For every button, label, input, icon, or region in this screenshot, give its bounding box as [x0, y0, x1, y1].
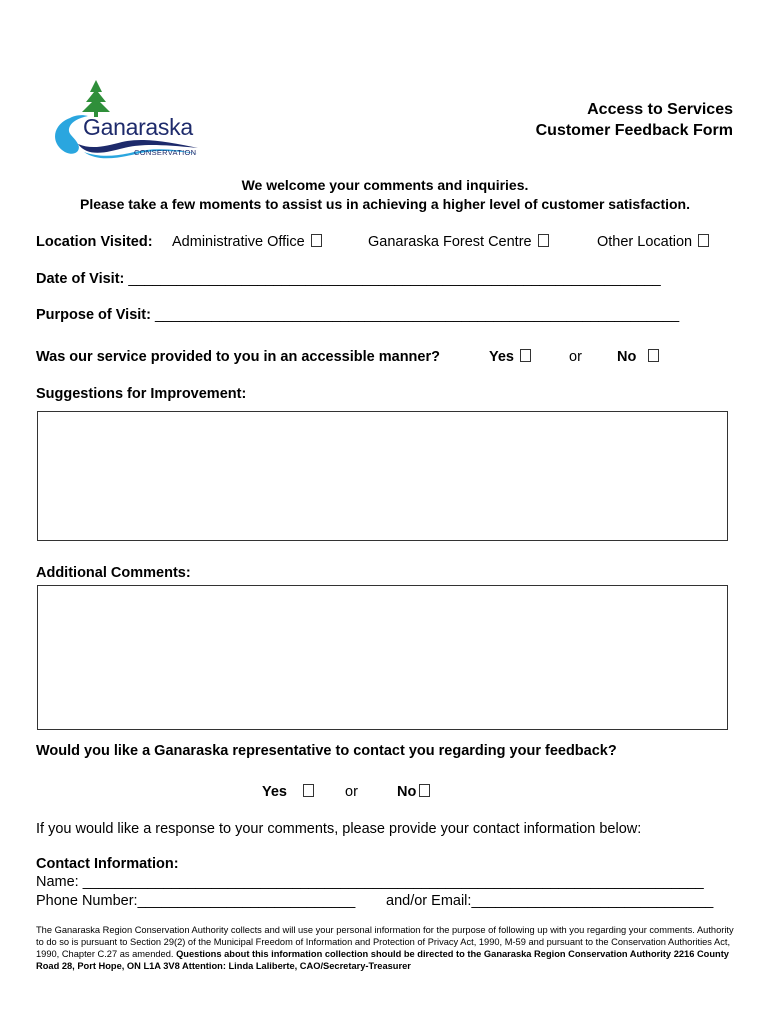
contact-yes[interactable] [262, 784, 314, 800]
contact-question: Would you like a Ganaraska representative to contact you regarding your feedback? [36, 743, 617, 759]
checkbox[interactable] [698, 234, 709, 247]
date-line[interactable]: __________________________________________________________________ [128, 271, 661, 287]
date-field[interactable] [36, 271, 661, 287]
accessible-question: Was our service provided to you in an accessible manner? [36, 349, 440, 365]
date-label: Date of Visit: [36, 271, 125, 287]
email-field[interactable] [386, 893, 713, 909]
tree-icon [82, 80, 110, 112]
location-option-admin[interactable] [172, 234, 322, 250]
or-text: or [569, 349, 582, 365]
checkbox[interactable] [303, 784, 314, 797]
phone-field[interactable] [36, 893, 355, 909]
location-option-label: Other Location [597, 234, 693, 250]
suggestions-textarea[interactable] [37, 411, 728, 541]
email-line[interactable]: ______________________________ [471, 893, 714, 909]
yes-label: Yes [262, 784, 287, 800]
checkbox[interactable] [538, 234, 549, 247]
intro-line1: We welcome your comments and inquiries. [241, 177, 529, 193]
yes-label: Yes [489, 349, 514, 365]
privacy-notice [36, 924, 736, 972]
form-title-line2: Customer Feedback Form [535, 122, 733, 139]
name-field[interactable] [36, 874, 704, 890]
intro-line2: Please take a few moments to assist us in achieving a higher level of customer satisfaction. [80, 196, 690, 212]
contact-heading: Contact Information: [36, 856, 179, 872]
logo-name: Ganaraska [83, 114, 193, 140]
additional-label: Additional Comments: [36, 565, 191, 581]
contact-no[interactable] [397, 784, 430, 800]
accessible-yes[interactable] [489, 349, 531, 365]
checkbox[interactable] [520, 349, 531, 362]
purpose-label: Purpose of Visit: [36, 307, 151, 323]
location-option-label: Administrative Office [172, 234, 305, 250]
location-label: Location Visited: [36, 234, 153, 250]
checkbox[interactable] [648, 349, 659, 362]
checkbox[interactable] [419, 784, 430, 797]
name-line[interactable]: _____________________________________________________________________________ [82, 874, 704, 890]
no-label: No [617, 349, 637, 365]
accessible-no[interactable] [617, 349, 659, 365]
no-label: No [397, 784, 417, 800]
privacy-contact: Questions about this information collection should be directed to the Ganaraska Region Conservation Authority 2216 County Road 28, Port Hope, ON L1A 3V8 Attention: Linda Laliberte, CAO/Secretary-Treasurer [36, 949, 729, 971]
location-option-label: Ganaraska Forest Centre [368, 234, 532, 250]
logo-subtitle: CONSERVATION [134, 148, 197, 157]
or-text: or [345, 784, 358, 800]
additional-textarea[interactable] [37, 585, 728, 730]
location-option-forest[interactable] [368, 234, 549, 250]
email-label: and/or Email: [386, 893, 472, 909]
purpose-line[interactable]: _________________________________________________________________ [154, 307, 680, 323]
checkbox[interactable] [311, 234, 322, 247]
form-title-line1: Access to Services [587, 101, 733, 118]
phone-label: Phone Number: [36, 893, 138, 909]
privacy-text: The Ganaraska Region Conservation Authority collects and will use your personal information for the purpose of following up with you regarding your comments. Authority to do so is pursuant to Section 29(2) of the Municipal Freedom of Information and Protection of Privacy Act, 1990, M-59 and pursuant to the Conservation Authorities Act, 1990, Chapter C.27 as amended. [36, 925, 734, 959]
purpose-field[interactable] [36, 307, 679, 323]
suggestions-label: Suggestions for Improvement: [36, 386, 247, 402]
response-instructions: If you would like a response to your comments, please provide your contact information below: [36, 821, 642, 837]
location-option-other[interactable] [597, 234, 709, 250]
name-label: Name: [36, 874, 79, 890]
phone-line[interactable]: ___________________________ [137, 893, 356, 909]
